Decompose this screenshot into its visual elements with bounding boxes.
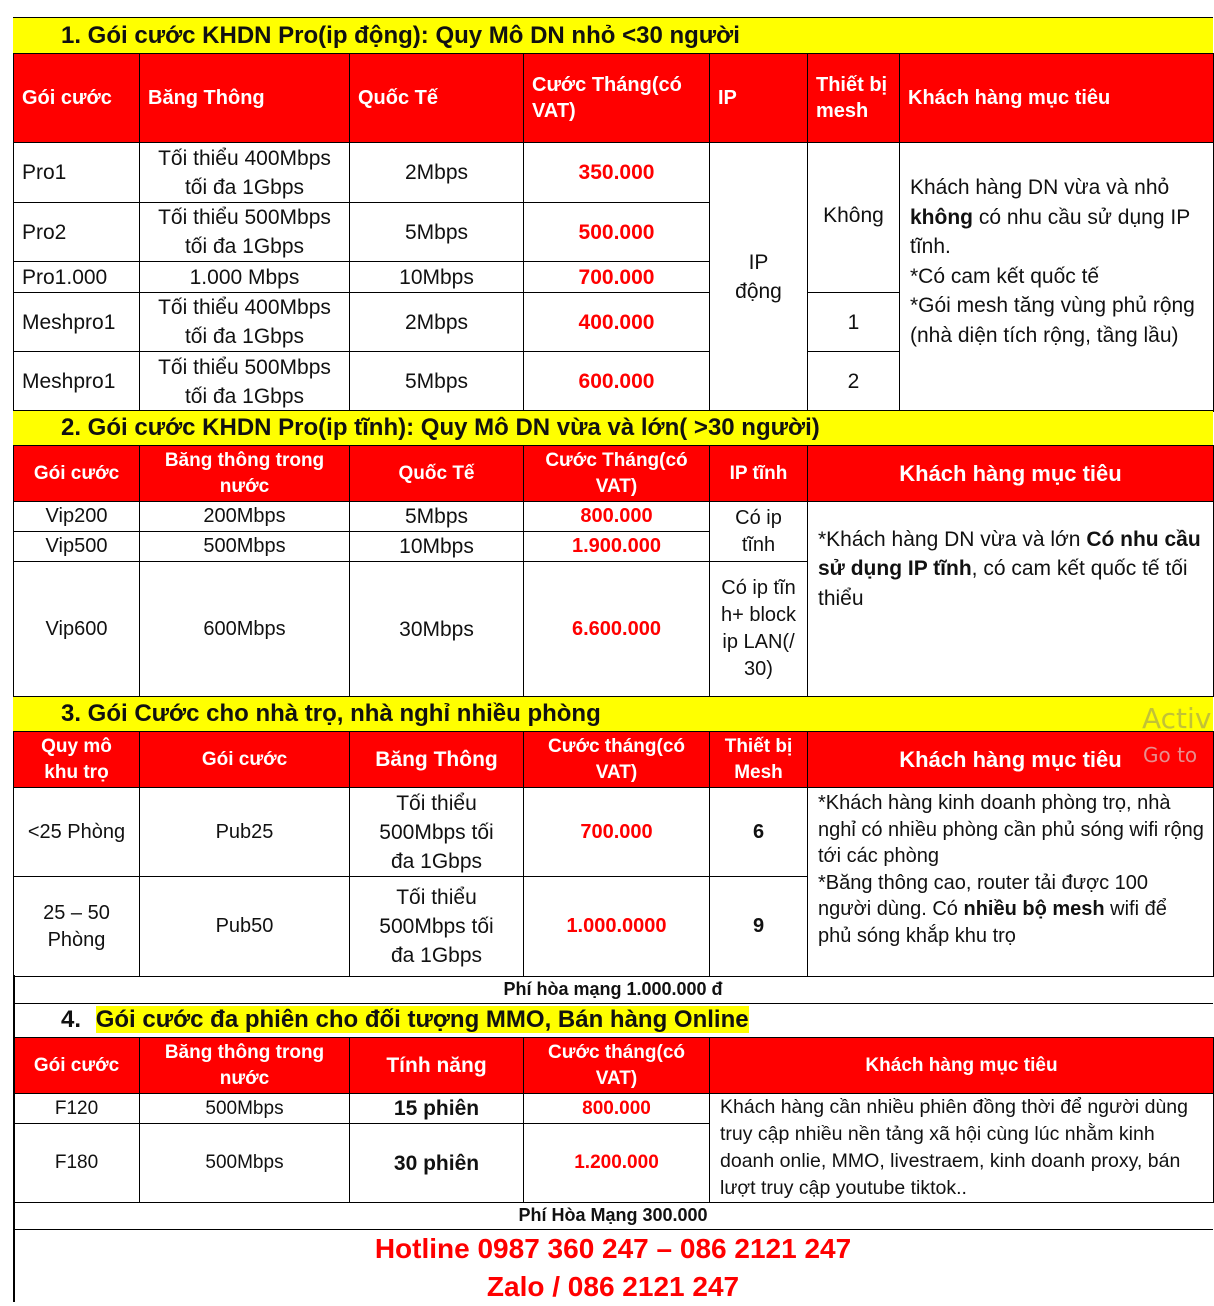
- bandwidth: 500Mbps: [140, 532, 350, 562]
- price: 800.000: [524, 502, 710, 532]
- table-row: [14, 1094, 1214, 1124]
- table-row: [14, 788, 1214, 877]
- ip-type: Có ip tĩnh: [710, 502, 808, 562]
- international: 2Mbps: [350, 143, 524, 203]
- price: 500.000: [524, 203, 710, 262]
- target-text: *Khách hàng kinh doanh phòng trọ, nhà nghỉ có nhiều phòng cần phủ sóng wifi rộng tới các phòng: [818, 792, 1204, 867]
- package-name: Vip600: [14, 562, 140, 697]
- bandwidth: Tối thiểu 500Mbps tối đa 1Gbps: [350, 877, 524, 977]
- mesh-count: Không: [808, 143, 900, 293]
- package-name: Pub25: [140, 788, 350, 877]
- target-customer: Khách hàng cần nhiều phiên đồng thời để người dùng truy cập nhiều nền tảng xã hội cùng lúc nhằm kinh doanh onlie, MMO, livestraem, kinh doanh proxy, bán lượt truy cập youtube tiktok..: [710, 1094, 1214, 1203]
- header-mesh: Thiết bị Mesh: [710, 732, 808, 788]
- header-package: Gói cước: [140, 732, 350, 788]
- header-target-customer: Khách hàng mục tiêu: [808, 446, 1214, 502]
- price: 700.000: [524, 788, 710, 877]
- price: 1.000.0000: [524, 877, 710, 977]
- feature: 30 phiên: [350, 1124, 524, 1203]
- section-2-table: [13, 445, 1214, 697]
- package-name: Meshpro1: [14, 293, 140, 352]
- target-bold: không: [910, 205, 973, 229]
- header-bandwidth: Băng Thông: [350, 732, 524, 788]
- target-customer: [808, 502, 1214, 697]
- header-international: Quốc Tế: [350, 54, 524, 143]
- bandwidth: Tối thiểu 400Mbps tối đa 1Gbps: [140, 293, 350, 352]
- price: 1.200.000: [524, 1124, 710, 1203]
- target-customer: [900, 143, 1214, 412]
- package-name: Vip200: [14, 502, 140, 532]
- target-text: wifi để phủ sóng khắp khu trọ: [818, 898, 1167, 947]
- header-bandwidth: Băng thông trong nước: [140, 446, 350, 502]
- room-scale: <25 Phòng: [14, 788, 140, 877]
- mesh-count: 1: [808, 293, 900, 352]
- target-bold: Có nhu cầu sử dụng IP tĩnh: [818, 527, 1201, 581]
- table-row: [14, 502, 1214, 532]
- price: 600.000: [524, 352, 710, 412]
- installation-fee-3: Phí hòa mạng 1.000.000 đ: [13, 975, 1213, 1004]
- header-target-customer: Khách hàng mục tiêu: [808, 732, 1214, 788]
- international: 10Mbps: [350, 532, 524, 562]
- header-mesh: Thiết bị mesh: [808, 54, 900, 143]
- package-name: Pub50: [140, 877, 350, 977]
- bandwidth: 200Mbps: [140, 502, 350, 532]
- package-name: Meshpro1: [14, 352, 140, 412]
- price: 1.900.000: [524, 532, 710, 562]
- ip-type: IP động: [710, 143, 808, 412]
- price: 700.000: [524, 262, 710, 293]
- feature: 15 phiên: [350, 1094, 524, 1124]
- bandwidth: Tối thiểu 500Mbps tối đa 1Gbps: [140, 352, 350, 412]
- bandwidth: 1.000 Mbps: [140, 262, 350, 293]
- target-customer: [808, 788, 1214, 977]
- table-row: [14, 143, 1214, 203]
- activation-watermark-subtitle: Go to: [1143, 743, 1198, 767]
- zalo-contact: Zalo / 086 2121 247: [486, 1271, 740, 1302]
- hotline: Hotline 0987 360 247 – 086 2121 247: [374, 1233, 852, 1264]
- header-feature: Tính năng: [350, 1038, 524, 1094]
- header-target-customer: Khách hàng mục tiêu: [900, 54, 1214, 143]
- header-package: Gói cước: [14, 54, 140, 143]
- price: 350.000: [524, 143, 710, 203]
- package-name: Pro1: [14, 143, 140, 203]
- section-1-title: 1. Gói cước KHDN Pro(ip động): Quy Mô DN nhỏ <30 người: [13, 17, 1213, 54]
- section-4-table: [13, 1037, 1214, 1203]
- header-bandwidth: Băng thông trong nước: [140, 1038, 350, 1094]
- target-text: *Có cam kết quốc tế: [910, 264, 1100, 288]
- bandwidth: 600Mbps: [140, 562, 350, 697]
- price: 6.600.000: [524, 562, 710, 697]
- price: 400.000: [524, 293, 710, 352]
- header-international: Quốc Tế: [350, 446, 524, 502]
- package-name: Vip500: [14, 532, 140, 562]
- header-monthly-price: Cước Tháng(có VAT): [524, 54, 710, 143]
- section-4-number: 4.: [61, 1006, 82, 1033]
- bandwidth: Tối thiểu 400Mbps tối đa 1Gbps: [140, 143, 350, 203]
- bandwidth: Tối thiểu 500Mbps tối đa 1Gbps: [350, 788, 524, 877]
- target-text: Khách hàng DN vừa và nhỏ: [910, 176, 1170, 199]
- package-name: F180: [14, 1124, 140, 1203]
- international: 30Mbps: [350, 562, 524, 697]
- header-package: Gói cước: [14, 1038, 140, 1094]
- target-text: *Khách hàng DN vừa và lớn: [818, 527, 1087, 551]
- bandwidth: 500Mbps: [140, 1094, 350, 1124]
- bandwidth: Tối thiểu 500Mbps tối đa 1Gbps: [140, 203, 350, 262]
- international: 5Mbps: [350, 203, 524, 262]
- header-static-ip: IP tĩnh: [710, 446, 808, 502]
- target-text: *Băng thông cao, router tải được 100 người dùng. Có: [818, 871, 1149, 920]
- header-monthly-price: Cước tháng(có VAT): [524, 1038, 710, 1094]
- international: 5Mbps: [350, 502, 524, 532]
- activation-watermark-title: Activ: [1142, 702, 1212, 735]
- room-scale: 25 – 50 Phòng: [14, 877, 140, 977]
- target-bold: nhiều bộ mesh: [963, 898, 1105, 920]
- section-3-title: 3. Gói Cước cho nhà trọ, nhà nghỉ nhiều phòng: [13, 696, 1213, 732]
- international: 2Mbps: [350, 293, 524, 352]
- target-text: *Gói mesh tăng vùng phủ rộng (nhà diện tích rộng, tầng lầu): [910, 294, 1195, 347]
- header-bandwidth: Băng Thông: [140, 54, 350, 143]
- ip-type: Có ip tĩnh+ block ip LAN(/30): [710, 562, 808, 697]
- section-2-title: 2. Gói cước KHDN Pro(ip tĩnh): Quy Mô DN vừa và lớn( >30 người): [13, 410, 1213, 446]
- section-4-title: [13, 1004, 1213, 1038]
- left-border: [13, 975, 15, 1302]
- international: 5Mbps: [350, 352, 524, 412]
- section-4-title-text: Gói cước đa phiên cho đối tượng MMO, Bán hàng Online: [95, 1006, 749, 1033]
- package-name: F120: [14, 1094, 140, 1124]
- target-text: có nhu cầu sử dụng IP tĩnh.: [910, 205, 1190, 258]
- section-3-table: [13, 731, 1214, 977]
- installation-fee-4: Phí Hòa Mạng 300.000: [13, 1202, 1213, 1230]
- price: 800.000: [524, 1094, 710, 1124]
- header-scale: Quy mô khu trọ: [14, 732, 140, 788]
- package-name: Pro2: [14, 203, 140, 262]
- section-1-table: [13, 53, 1214, 412]
- header-monthly-price: Cước Tháng(có VAT): [524, 446, 710, 502]
- header-package: Gói cước: [14, 446, 140, 502]
- header-target-customer: Khách hàng mục tiêu: [710, 1038, 1214, 1094]
- header-ip: IP: [710, 54, 808, 143]
- package-name: Pro1.000: [14, 262, 140, 293]
- target-text: , có cam kết quốc tế tối thiểu: [818, 557, 1188, 610]
- mesh-count: 2: [808, 352, 900, 412]
- mesh-count: 6: [710, 788, 808, 877]
- header-monthly-price: Cước tháng(có VAT): [524, 732, 710, 788]
- bandwidth: 500Mbps: [140, 1124, 350, 1203]
- mesh-count: 9: [710, 877, 808, 977]
- international: 10Mbps: [350, 262, 524, 293]
